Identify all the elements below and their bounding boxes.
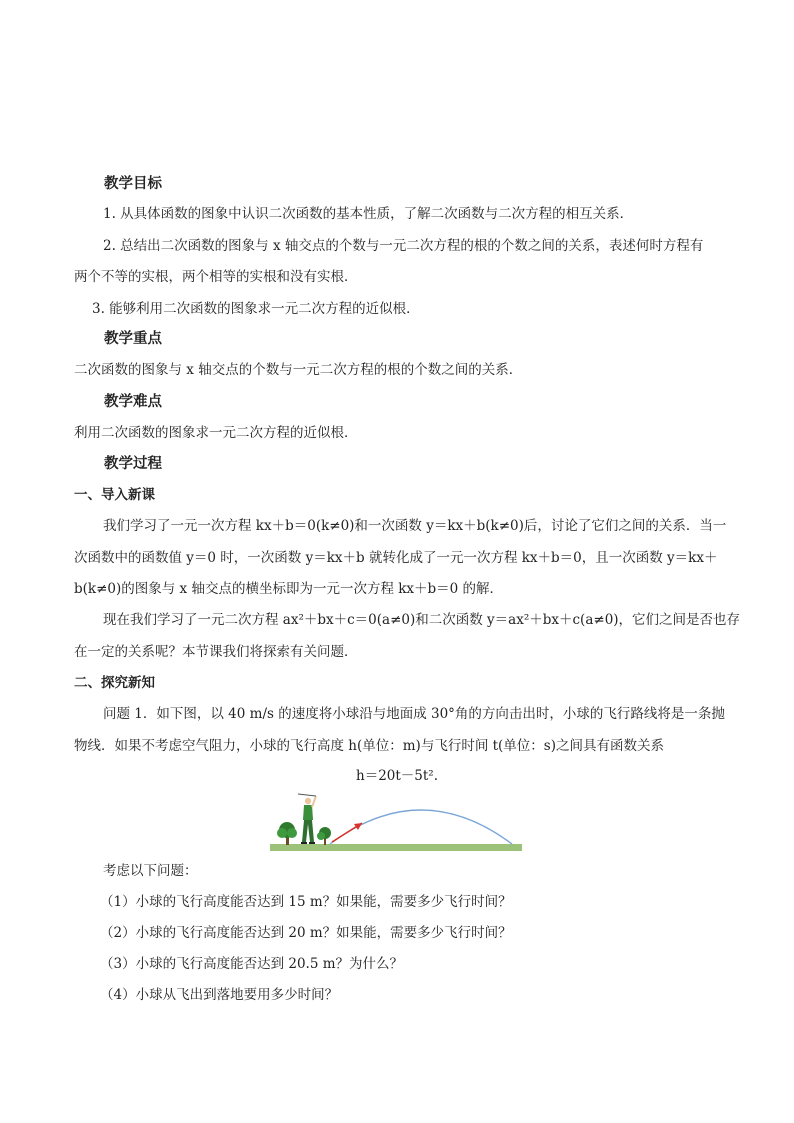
tree-icon [317, 827, 331, 845]
objective-1: 1. 从具体函数的图象中认识二次函数的基本性质，了解二次函数与二次方程的相互关系． [103, 206, 634, 222]
intro-para1-line1: 我们学习了一元一次方程 kx＋b＝0(k≠0)和一次函数 y＝kx＋b(k≠0)后，讨论了它们之间的关系．当一 [103, 518, 727, 534]
formula: h＝20t－5t². [356, 768, 439, 784]
intro-para2-line2: 在一定的关系呢？本节课我们将探索有关问题． [74, 644, 358, 660]
intro-para1-line2: 次函数中的函数值 y＝0 时，一次函数 y＝kx＋b 就转化成了一元一次方程 kx＋b＝0，且一次函数 y＝kx＋ [74, 550, 718, 566]
key-points-text: 二次函数的图象与 x 轴交点的个数与一元二次方程的根的个数之间的关系． [74, 362, 523, 378]
question-1: （1）小球的飞行高度能否达到 15 m？如果能，需要多少飞行时间？ [100, 894, 512, 910]
key-points-heading: 教学重点 [104, 330, 162, 347]
problem1-line1: 问题 1．如下图，以 40 m/s 的速度将小球沿与地面成 30°角的方向击出时，小球的飞行路线将是一条抛 [103, 706, 725, 722]
objective-3: 3. 能够利用二次函数的图象求一元二次方程的近似根． [92, 301, 420, 317]
objective-2: 2. 总结出二次函数的图象与 x 轴交点的个数与一元二次方程的根的个数之间的关系，表述何时方程有 [103, 238, 704, 254]
explore-heading: 二、探究新知 [74, 675, 155, 691]
ground-strip [270, 844, 522, 851]
question-2: （2）小球的飞行高度能否达到 20 m？如果能，需要多少飞行时间？ [100, 925, 512, 941]
intro-para1-line3: b(k≠0)的图象与 x 轴交点的横坐标即为一元一次方程 kx＋b＝0 的解． [74, 581, 504, 597]
process-heading: 教学过程 [104, 455, 162, 472]
intro-heading: 一、导入新课 [74, 487, 155, 503]
intro-para2-line1: 现在我们学习了一元二次方程 ax²＋bx＋c＝0(a≠0)和二次函数 y＝ax²＋bx＋c(a≠0)，它们之间是否也存 [103, 612, 741, 628]
question-4: （4）小球从飞出到落地要用多少时间？ [100, 987, 339, 1003]
question-3: （3）小球的飞行高度能否达到 20.5 m？为什么？ [100, 956, 404, 972]
consider-text: 考虑以下问题： [103, 863, 198, 879]
tree-icon [277, 822, 297, 845]
objective-2-cont: 两个不等的实根，两个相等的实根和没有实根． [74, 269, 358, 285]
difficulties-heading: 教学难点 [104, 393, 162, 410]
objectives-heading: 教学目标 [104, 175, 162, 192]
difficulties-text: 利用二次函数的图象求一元二次方程的近似根． [74, 425, 358, 441]
golf-trajectory-figure [268, 792, 524, 854]
golfer-icon [298, 794, 316, 844]
problem1-line2: 物线．如果不考虑空气阻力，小球的飞行高度 h(单位：m)与飞行时间 t(单位：s)之间具有函数关系 [74, 738, 664, 754]
flight-arrow-icon [332, 823, 362, 842]
